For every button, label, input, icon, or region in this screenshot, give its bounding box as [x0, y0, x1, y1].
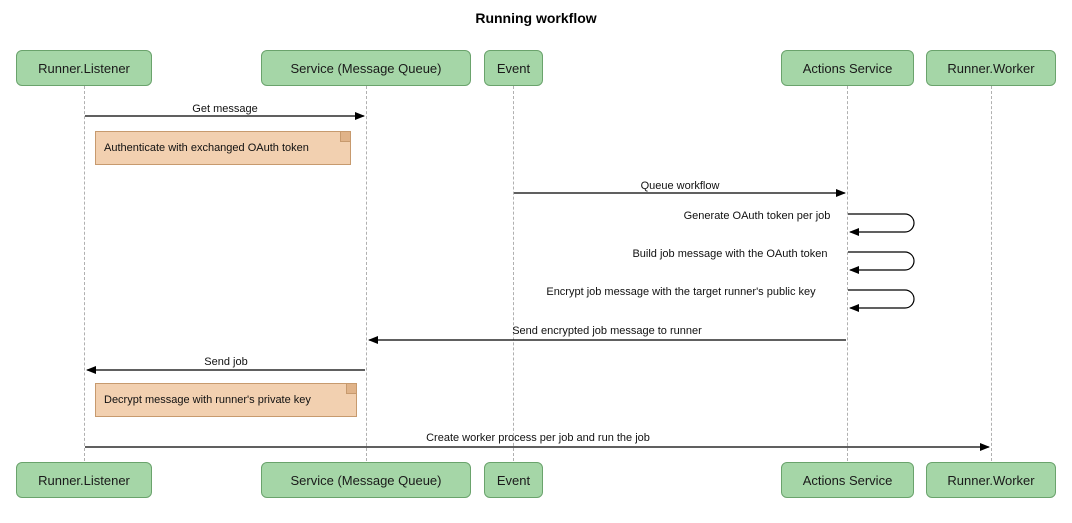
note-decrypt [95, 383, 357, 417]
label-create-worker-process: Create worker process per job and run the job [426, 432, 650, 444]
actor-label: Runner.Worker [947, 472, 1035, 488]
actor-label: Runner.Listener [38, 60, 130, 76]
actor-label: Runner.Worker [947, 60, 1035, 76]
note-authenticate [95, 131, 351, 165]
label-generate-oauth-token: Generate OAuth token per job [683, 210, 831, 222]
label-build-job-message: Build job message with the OAuth token [632, 248, 828, 260]
note-text: Authenticate with exchanged OAuth token [104, 142, 309, 154]
actor-label: Service (Message Queue) [290, 472, 442, 488]
arrow-build-job-message [848, 252, 914, 270]
label-queue-workflow: Queue workflow [640, 180, 720, 192]
actor-label: Event [496, 472, 531, 488]
arrow-encrypt-job-message [848, 290, 914, 308]
actor-label: Actions Service [802, 60, 893, 76]
page-title: Running workflow [475, 10, 597, 26]
note-fold-icon [346, 384, 356, 394]
label-send-encrypted-job-message: Send encrypted job message to runner [512, 325, 702, 337]
actor-label: Actions Service [802, 472, 893, 488]
actor-label: Runner.Listener [38, 472, 130, 488]
note-text: Decrypt message with runner's private key [104, 394, 311, 406]
label-send-job: Send job [204, 356, 248, 368]
actor-label: Service (Message Queue) [290, 60, 442, 76]
note-fold-icon [340, 132, 350, 142]
label-encrypt-job-message: Encrypt job message with the target runner's public key [546, 286, 816, 298]
actor-label: Event [496, 60, 531, 76]
label-get-message: Get message [192, 103, 258, 115]
arrow-generate-oauth-token [848, 214, 914, 232]
